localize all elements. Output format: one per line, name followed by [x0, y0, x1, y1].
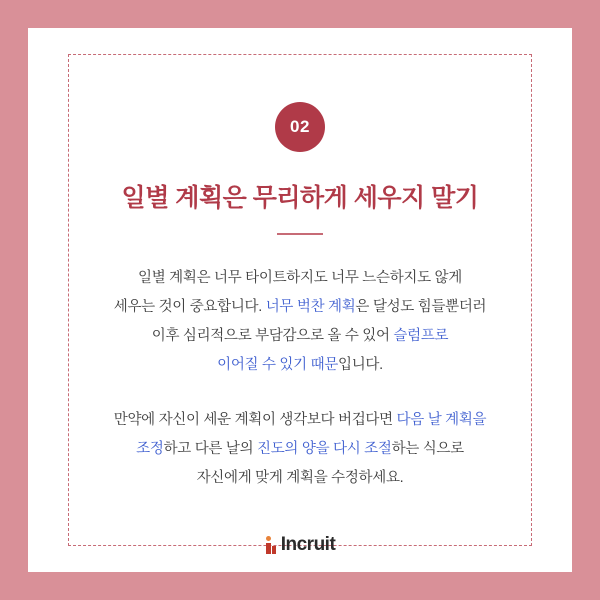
page-title: 일별 계획은 무리하게 세우지 말기: [121, 184, 479, 212]
incruit-logo-icon: [265, 536, 276, 554]
paragraph-one-line-1: [88, 264, 512, 293]
paragraph-one-line-3: [88, 322, 512, 351]
paragraph-one: [88, 264, 512, 380]
text-segment: 자신에게 맞게 계획을 수정하세요.: [196, 470, 404, 486]
text-segment: 하고 다른 날의: [163, 441, 258, 457]
text-segment: 일별 계획은 너무 타이트하지도 너무 느슨하지도 않게: [138, 270, 462, 286]
paragraph-two-line-1: [88, 406, 512, 435]
highlight-segment: 다음 날 계획을: [396, 412, 487, 428]
logo-bar-secondary-shape: [272, 546, 276, 554]
paragraph-one-line-2: [88, 293, 512, 322]
text-segment: 입니다.: [337, 357, 383, 373]
highlight-segment: 슬럼프로: [393, 328, 449, 344]
logo-bar-shape: [266, 543, 271, 554]
text-segment: 이후 심리적으로 부담감으로 올 수 있어: [151, 328, 394, 344]
highlight-segment: 이어질 수 있기 때문: [217, 357, 338, 373]
text-segment: 하는 식으로: [391, 441, 464, 457]
paragraph-two-line-2: [88, 435, 512, 464]
highlight-segment: 조정: [136, 441, 164, 457]
text-segment: 만약에 자신이 세운 계획이 생각보다 버겁다면: [113, 412, 397, 428]
logo-dot-shape: [266, 536, 271, 541]
title-divider: [277, 233, 323, 235]
step-number-label: 02: [290, 117, 310, 136]
highlight-segment: 너무 벅찬 계획: [265, 299, 356, 315]
content-card: [28, 28, 572, 572]
step-number-badge: [275, 102, 325, 152]
text-segment: 은 달성도 힘들뿐더러: [355, 299, 487, 315]
brand-name: Incruit: [280, 534, 336, 555]
brand-footer: [28, 534, 572, 556]
paragraph-two-line-3: [88, 464, 512, 493]
highlight-segment: 진도의 양을 다시 조절: [257, 441, 392, 457]
paragraph-two: [88, 406, 512, 493]
paragraph-one-line-4: [88, 351, 512, 380]
text-segment: 세우는 것이 중요합니다.: [113, 299, 266, 315]
